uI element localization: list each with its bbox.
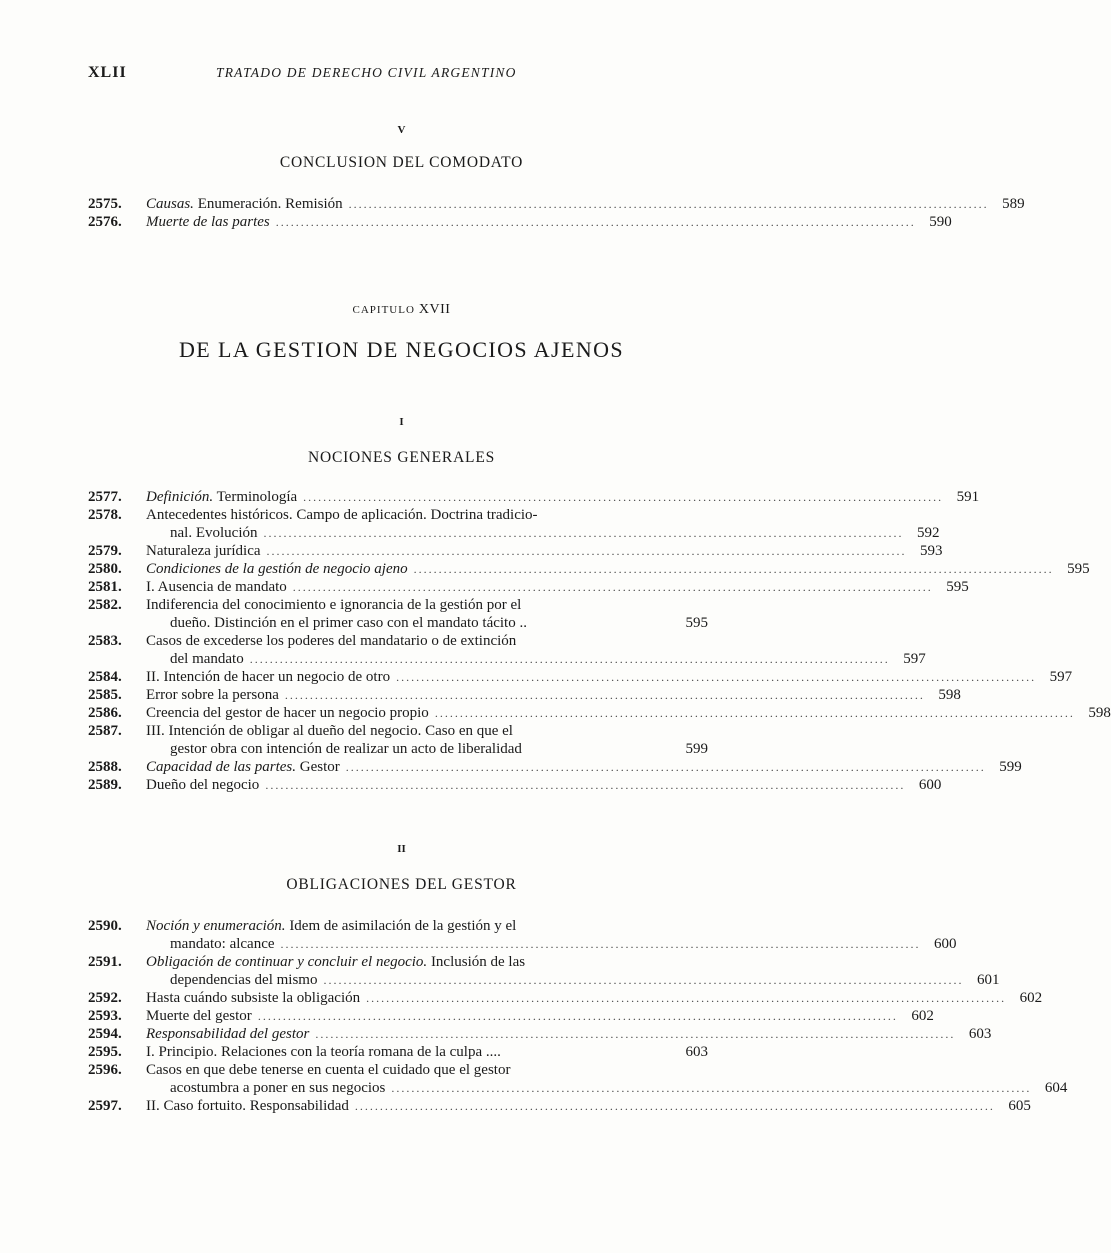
section-i-title: NOCIONES GENERALES — [307, 449, 496, 466]
toc-entry — [88, 1025, 992, 1043]
chapter-title: DE LA GESTION DE NEGOCIOS AJENOS — [178, 337, 625, 362]
chapter-numeral: XVII — [418, 302, 451, 317]
leader-dots — [366, 989, 1006, 1007]
entry-text: III. Intención de obligar al dueño del negocio. Caso en que el — [146, 723, 513, 739]
leader-dots — [396, 668, 1036, 686]
entry-text: I. Principio. Relaciones con la teoría romana de la culpa .... — [146, 1044, 501, 1060]
entry-text: Enumeración. Remisión — [197, 196, 343, 212]
running-title: TRATADO DE DERECHO CIVIL ARGENTINO — [216, 65, 517, 80]
entry-text-cont: dependencias del mismo — [170, 972, 318, 988]
leader-dots — [258, 1007, 898, 1025]
toc-entry — [88, 195, 1025, 213]
toc-entry — [88, 668, 1073, 686]
toc-entry — [88, 578, 969, 596]
entry-number: 2597. — [88, 1098, 122, 1114]
toc-entry — [88, 596, 708, 632]
entry-text-cont: gestor obra con intención de realizar un acto de liberalidad — [170, 741, 522, 757]
toc-entry — [88, 632, 926, 668]
entry-page: 602 — [911, 1008, 934, 1024]
entry-italic: Definición. — [146, 489, 214, 505]
entry-text: Dueño del negocio — [146, 777, 260, 793]
entry-page: 597 — [903, 651, 926, 667]
entry-text: II. Intención de hacer un negocio de otro — [146, 669, 391, 685]
section-i-numeral: I — [399, 416, 404, 428]
entry-page: 598 — [938, 687, 961, 703]
section-ii-numeral: II — [397, 843, 406, 855]
entry-text: Inclusión de las — [430, 954, 526, 970]
entry-italic: Muerte de las partes — [146, 214, 270, 230]
entry-number: 2580. — [88, 561, 122, 577]
entry-page: 595 — [946, 579, 969, 595]
leader-dots — [414, 560, 1054, 578]
toc-section-ii — [88, 917, 1068, 1115]
entry-number: 2585. — [88, 687, 122, 703]
entry-text: Gestor — [299, 759, 340, 775]
entry-italic: Capacidad de las partes. — [146, 759, 296, 775]
leader-dots — [267, 542, 907, 560]
leader-dots — [346, 758, 986, 776]
leader-dots — [435, 704, 1075, 722]
entry-text: Indiferencia del conocimiento e ignorancia de la gestión por el — [146, 597, 522, 613]
entry-page: 599 — [685, 741, 708, 757]
leader-dots — [323, 971, 963, 989]
entry-number: 2579. — [88, 543, 122, 559]
entry-text: Error sobre la persona — [146, 687, 279, 703]
entry-page: 589 — [1002, 196, 1025, 212]
entry-text: II. Caso fortuito. Responsabilidad — [146, 1098, 349, 1114]
entry-number: 2576. — [88, 214, 122, 230]
toc-entry — [88, 686, 961, 704]
entry-text: Muerte del gestor — [146, 1008, 252, 1024]
entry-number: 2577. — [88, 489, 122, 505]
running-head — [88, 64, 688, 86]
leader-dots — [293, 578, 933, 596]
entry-page: 601 — [976, 972, 1000, 988]
entry-italic: Responsabilidad del gestor — [146, 1026, 310, 1042]
entry-text: Casos de excederse los poderes del mandatario o de extinción — [146, 633, 517, 649]
entry-text: Idem de asimilación de la gestión y el — [289, 918, 517, 934]
toc-entry — [88, 1043, 708, 1061]
entry-page: 603 — [685, 1044, 708, 1060]
toc-entry — [88, 542, 943, 560]
entry-number: 2584. — [88, 669, 122, 685]
entry-italic: Condiciones de la gestión de negocio ajeno — [146, 561, 408, 577]
toc-entry — [88, 953, 1000, 989]
entry-page: 598 — [1088, 705, 1111, 721]
entry-number: 2581. — [88, 579, 122, 595]
entry-page: 602 — [1019, 990, 1043, 1006]
entry-page: 605 — [1008, 1098, 1031, 1114]
toc-entry — [88, 989, 1043, 1007]
entry-italic: Obligación de continuar y concluir el negocio. — [146, 954, 428, 970]
entry-text: Creencia del gestor de hacer un negocio propio — [146, 705, 429, 721]
entry-page: 590 — [929, 214, 952, 230]
leader-dots — [265, 776, 905, 794]
chapter-label — [0, 302, 803, 318]
section-v-numeral: V — [397, 124, 406, 136]
toc-entry — [88, 722, 708, 758]
entry-number: 2582. — [88, 597, 122, 613]
leader-dots — [355, 1097, 995, 1115]
entry-text: Hasta cuándo subsiste la obligación — [146, 990, 361, 1006]
leader-dots — [276, 213, 916, 231]
entry-page: 600 — [918, 777, 942, 793]
leader-dots — [315, 1025, 955, 1043]
entry-text: Casos en que debe tenerse en cuenta el cuidado que el gestor — [146, 1062, 511, 1078]
entry-text: Naturaleza jurídica — [146, 543, 261, 559]
entry-text-cont: del mandato — [170, 651, 244, 667]
entry-text-cont: dueño. Distinción en el primer caso con el mandato tácito .. — [170, 615, 527, 631]
toc-entry — [88, 1007, 934, 1025]
section-ii-title: OBLIGACIONES DEL GESTOR — [286, 876, 517, 893]
entry-number: 2595. — [88, 1044, 122, 1060]
entry-text-cont: nal. Evolución — [170, 525, 258, 541]
entry-page: 595 — [1067, 561, 1090, 577]
entry-number: 2589. — [88, 777, 122, 793]
entry-number: 2575. — [88, 196, 122, 212]
entry-page: 591 — [956, 489, 980, 505]
entry-number: 2587. — [88, 723, 122, 739]
entry-page: 603 — [968, 1026, 992, 1042]
entry-number: 2590. — [88, 918, 122, 934]
entry-number: 2593. — [88, 1008, 122, 1024]
entry-page: 592 — [916, 525, 940, 541]
leader-dots — [281, 935, 921, 953]
toc-entry — [88, 560, 1090, 578]
entry-page: 600 — [934, 936, 957, 952]
entry-number: 2591. — [88, 954, 122, 970]
entry-number: 2592. — [88, 990, 122, 1006]
entry-number: 2594. — [88, 1026, 122, 1042]
entry-page: 599 — [999, 759, 1022, 775]
toc-entry — [88, 213, 952, 231]
entry-number: 2588. — [88, 759, 122, 775]
toc-section-i — [88, 488, 1111, 794]
entry-italic: Noción y enumeración. — [146, 918, 286, 934]
entry-text-cont: mandato: alcance — [170, 936, 275, 952]
entry-page: 597 — [1049, 669, 1073, 685]
entry-text: Terminología — [216, 489, 298, 505]
chapter-word: CAPITULO — [352, 304, 415, 316]
leader-dots — [250, 650, 890, 668]
toc-entry — [88, 776, 942, 794]
leader-dots — [263, 524, 903, 542]
leader-dots — [285, 686, 925, 704]
entry-italic: Causas. — [146, 196, 194, 212]
toc-entry — [88, 758, 1022, 776]
toc-entry — [88, 1097, 1031, 1115]
entry-number: 2578. — [88, 507, 122, 523]
entry-text-cont: acostumbra a poner en sus negocios — [170, 1080, 386, 1096]
leader-dots — [349, 195, 989, 213]
entry-number: 2583. — [88, 633, 122, 649]
toc-entry — [88, 704, 1111, 722]
page-folio: XLII — [88, 64, 127, 81]
section-v-title: CONCLUSION DEL COMODATO — [279, 154, 524, 171]
entry-text: Antecedentes históricos. Campo de aplicación. Doctrina tradicio- — [146, 507, 538, 523]
toc-entry — [88, 1061, 1068, 1097]
entry-page: 595 — [685, 615, 708, 631]
entry-number: 2596. — [88, 1062, 122, 1078]
toc-entry — [88, 917, 957, 953]
leader-dots — [391, 1079, 1031, 1097]
entry-text: I. Ausencia de mandato — [146, 579, 287, 595]
toc-entry — [88, 488, 980, 506]
entry-page: 604 — [1044, 1080, 1068, 1096]
toc-entry — [88, 506, 940, 542]
leader-dots — [303, 488, 943, 506]
toc-section-v — [88, 195, 1025, 231]
entry-page: 593 — [920, 543, 943, 559]
entry-number: 2586. — [88, 705, 122, 721]
